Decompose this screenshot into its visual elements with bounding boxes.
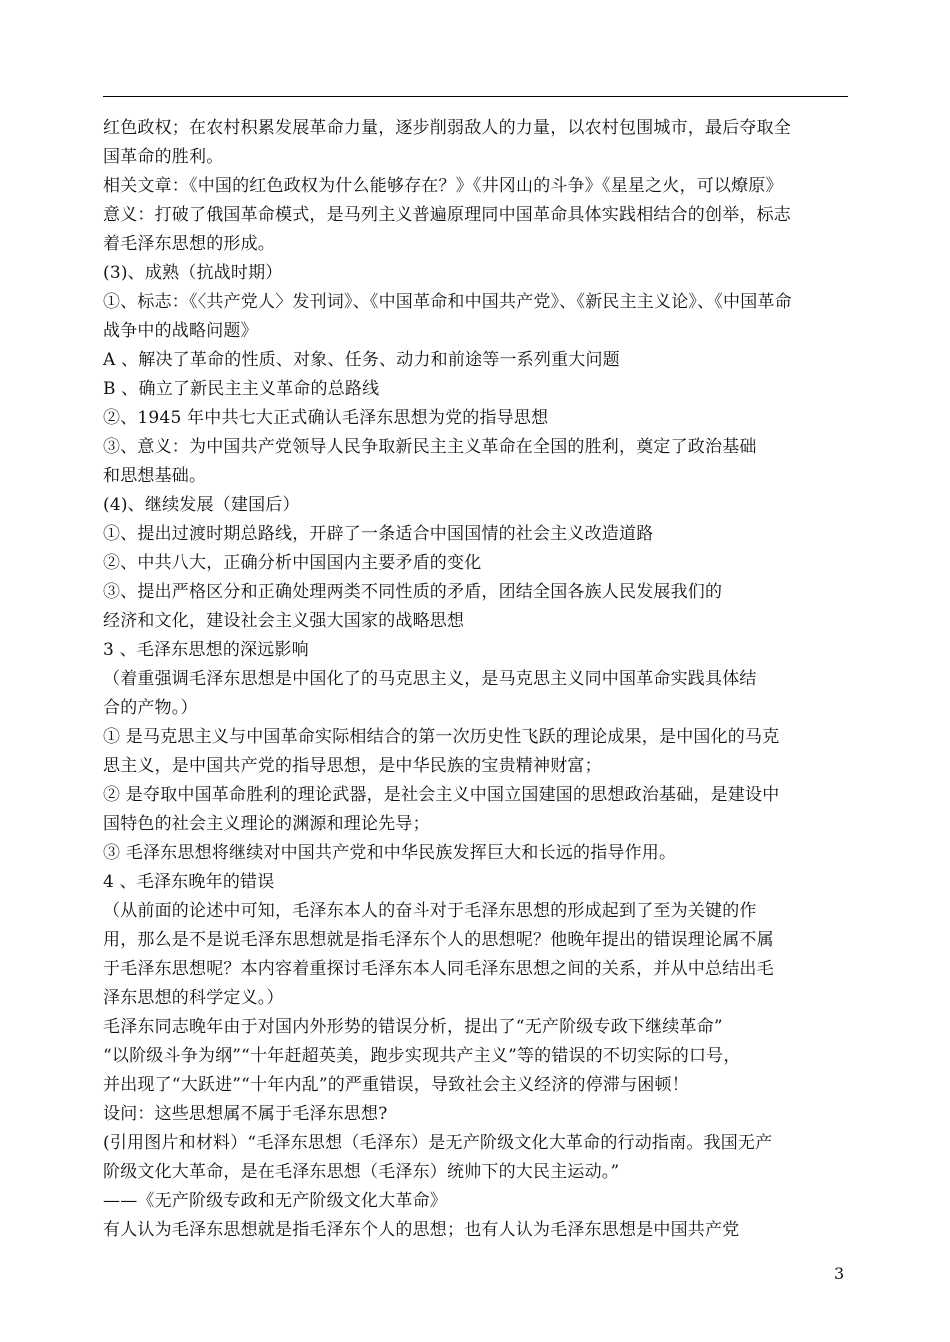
page-number: 3 <box>834 1264 845 1283</box>
text-line: ②、1945 年中共七大正式确认毛泽东思想为党的指导思想 <box>103 408 549 428</box>
text-line: B 、确立了新民主主义革命的总路线 <box>103 379 380 399</box>
text-line: (3)、成熟（抗战时期） <box>103 263 283 283</box>
text-line: ③、提出严格区分和正确处理两类不同性质的矛盾，团结全国各族人民发展我们的 <box>103 582 723 602</box>
text-line: 国特色的社会主义理论的渊源和理论先导； <box>103 814 430 834</box>
text-line: 并出现了“大跃进”“十年内乱”的严重错误，导致社会主义经济的停滞与困顿！ <box>103 1075 689 1095</box>
text-line: 和思想基础。 <box>103 466 207 486</box>
header-rule <box>103 96 848 97</box>
text-line: 于毛泽东思想呢？本内容着重探讨毛泽东本人同毛泽东思想之间的关系，并从中总结出毛 <box>103 959 774 979</box>
text-line: 阶级文化大革命，是在毛泽东思想（毛泽东）统帅下的大民主运动。” <box>103 1162 620 1182</box>
text-line: 经济和文化，建设社会主义强大国家的战略思想 <box>103 611 465 631</box>
text-line: “以阶级斗争为纲”“十年赶超英美，跑步实现共产主义”等的错误的不切实际的口号， <box>103 1046 741 1066</box>
text-line: 国革命的胜利。 <box>103 147 224 167</box>
text-line: A 、解决了革命的性质、对象、任务、动力和前途等一系列重大问题 <box>103 350 620 370</box>
text-line: 有人认为毛泽东思想就是指毛泽东个人的思想；也有人认为毛泽东思想是中国共产党 <box>103 1220 740 1240</box>
text-line: ①、提出过渡时期总路线，开辟了一条适合中国国情的社会主义改造道路 <box>103 524 654 544</box>
text-line: 意义：打破了俄国革命模式，是马列主义普遍原理同中国革命具体实践相结合的创举，标志 <box>103 205 791 225</box>
text-line: ①、标志：《〈共产党人〉发刊词》、《中国革命和中国共产党》、《新民主主义论》、《中国革命 <box>103 292 792 312</box>
text-line: 相关文章：《中国的红色政权为什么能够存在？》《井冈山的斗争》《星星之火，可以燎原》 <box>103 176 783 196</box>
text-line: (4)、继续发展（建国后） <box>103 495 300 515</box>
text-line: ——《无产阶级专政和无产阶级文化大革命》 <box>103 1191 447 1211</box>
text-line: 3 、毛泽东思想的深远影响 <box>103 640 309 660</box>
text-line: ② 是夺取中国革命胜利的理论武器，是社会主义中国立国建国的思想政治基础，是建设中 <box>103 785 780 805</box>
text-line: 泽东思想的科学定义。） <box>103 988 284 1008</box>
text-line: ③ 毛泽东思想将继续对中国共产党和中华民族发挥巨大和长远的指导作用。 <box>103 843 677 863</box>
text-line: ① 是马克思主义与中国革命实际相结合的第一次历史性飞跃的理论成果，是中国化的马克 <box>103 727 780 747</box>
text-line: 4 、毛泽东晚年的错误 <box>103 872 275 892</box>
text-line: (引用图片和材料）“毛泽东思想（毛泽东）是无产阶级文化大革命的行动指南。我国无产 <box>103 1133 773 1153</box>
text-line: 思主义，是中国共产党的指导思想，是中华民族的宝贵精神财富； <box>103 756 602 776</box>
text-line: 战争中的战略问题》 <box>103 321 258 341</box>
text-line: 设问：这些思想属不属于毛泽东思想? <box>103 1104 388 1124</box>
text-line: （着重强调毛泽东思想是中国化了的马克思主义，是马克思主义同中国革命实践具体结 <box>103 669 757 689</box>
text-line: ②、中共八大，正确分析中国国内主要矛盾的变化 <box>103 553 482 573</box>
text-line: 红色政权；在农村积累发展革命力量，逐步削弱敌人的力量，以农村包围城市，最后夺取全 <box>103 118 791 138</box>
text-line: ③、意义：为中国共产党领导人民争取新民主主义革命在全国的胜利，奠定了政治基础 <box>103 437 757 457</box>
text-line: 毛泽东同志晚年由于对国内外形势的错误分析，提出了“无产阶级专政下继续革命” <box>103 1017 723 1037</box>
text-line: 用，那么是不是说毛泽东思想就是指毛泽东个人的思想呢？他晚年提出的错误理论属不属 <box>103 930 774 950</box>
text-line: （从前面的论述中可知，毛泽东本人的奋斗对于毛泽东思想的形成起到了至为关键的作 <box>103 901 757 921</box>
text-line: 着毛泽东思想的形成。 <box>103 234 275 254</box>
text-line: 合的产物。） <box>103 698 198 718</box>
